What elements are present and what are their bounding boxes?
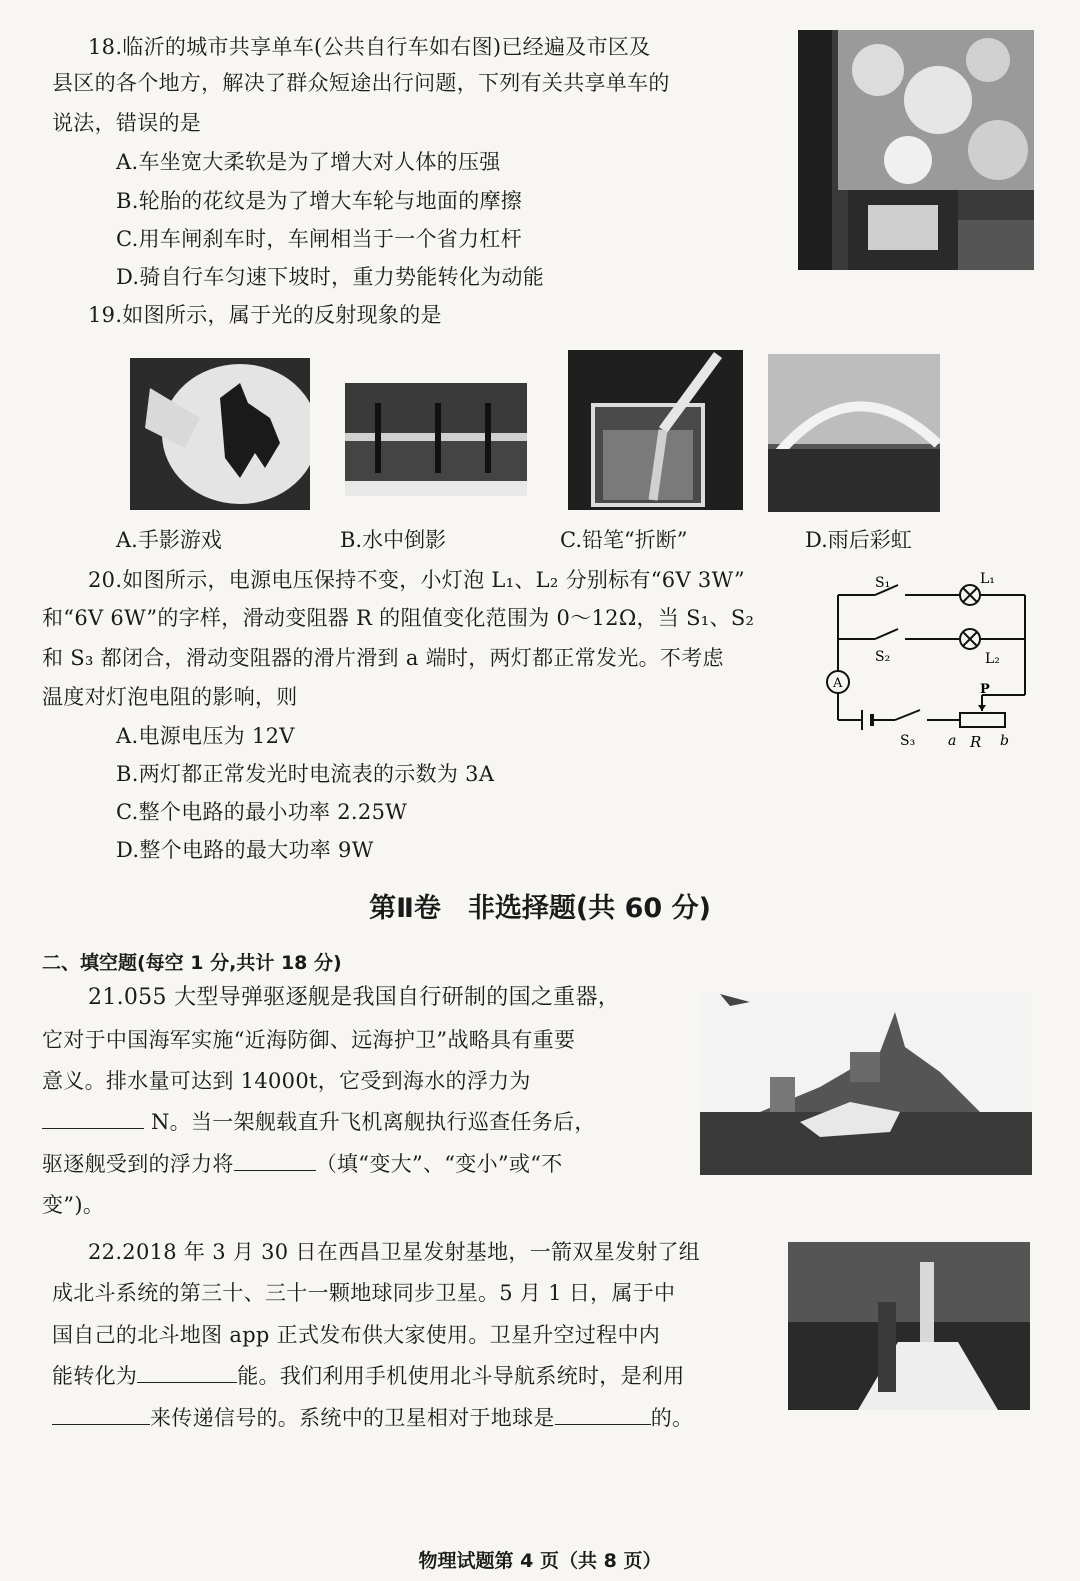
q22-line-5-mid: 来传递信号的。系统中的卫星相对于地球是 (150, 1406, 555, 1430)
q22-line-1: 22.2018 年 3 月 30 日在西昌卫星发射基地，一箭双星发射了组 (88, 1240, 701, 1264)
circuit-label-s1: S₁ (875, 575, 891, 591)
destroyer-photo (700, 992, 1032, 1175)
q22-line-5 (52, 1403, 693, 1433)
q21-line-4 (42, 1107, 596, 1137)
q21-line-5-before: 驱逐舰受到的浮力将 (42, 1152, 234, 1176)
q21-line-1: 21.055 大型导弹驱逐舰是我国自行研制的国之重器， (88, 985, 621, 1010)
pencil-in-water-photo (568, 350, 743, 510)
q22-line-5-end: 的。 (650, 1406, 694, 1430)
q18-option-c: C.用车闸刹车时，车闸相当于一个省力杠杆 (116, 227, 522, 251)
rocket-launch-photo (788, 1242, 1030, 1410)
q20-option-c: C.整个电路的最小功率 2.25W (116, 800, 408, 824)
q21-line-4-text: N。当一架舰载直升飞机离舰执行巡查任务后， (144, 1110, 596, 1134)
q19-caption-a: A.手影游戏 (116, 528, 222, 552)
q20-option-d: D.整个电路的最大功率 9W (116, 838, 374, 862)
q21-blank-1[interactable] (42, 1108, 144, 1129)
q22-line-4-before: 能转化为 (52, 1364, 138, 1388)
q21-blank-2[interactable] (234, 1150, 316, 1171)
circuit-label-a: a (948, 733, 957, 749)
q22-line-3: 国自己的北斗地图 app 正式发布供大家使用。卫星升空过程中内 (52, 1323, 661, 1347)
q20-line-1: 20.如图所示，电源电压保持不变，小灯泡 L₁、L₂ 分别标有“6V 3W” (88, 568, 745, 592)
circuit-label-s2: S₂ (875, 649, 891, 665)
q22-blank-3[interactable] (555, 1404, 651, 1425)
circuit-label-l1: L₁ (980, 571, 995, 587)
q20-option-a: A.电源电压为 12V (116, 724, 295, 748)
q21-line-5 (42, 1149, 563, 1179)
q21-line-3: 意义。排水量可达到 14000t，它受到海水的浮力为 (42, 1069, 531, 1093)
q19-caption-b: B.水中倒影 (340, 528, 447, 552)
circuit-diagram (820, 565, 1040, 760)
q22-line-2: 成北斗系统的第三十、三十一颗地球同步卫星。5 月 1 日，属于中 (52, 1281, 676, 1305)
q21-line-6: 变”)。 (42, 1193, 105, 1217)
q20-option-b: B.两灯都正常发光时电流表的示数为 3A (116, 762, 495, 786)
q20-line-4: 温度对灯泡电阻的影响，则 (42, 685, 298, 709)
part2-title: 第Ⅱ卷 非选择题(共 60 分) (369, 893, 711, 924)
q21-line-5-after: （填“变大”、“变小”或“不 (315, 1152, 563, 1176)
q19-caption-d: D.雨后彩虹 (805, 528, 912, 552)
q18-option-a: A.车坐宽大柔软是为了增大对人体的压强 (116, 150, 501, 174)
q22-blank-2[interactable] (52, 1404, 150, 1425)
shared-bike-photo (798, 30, 1034, 270)
q20-line-2: 和“6V 6W”的字样，滑动变阻器 R 的阻值变化范围为 0～12Ω，当 S₁、S₂ (42, 606, 755, 630)
circuit-label-b: b (1000, 733, 1009, 749)
q18-option-d: D.骑自行车匀速下坡时，重力势能转化为动能 (116, 265, 545, 289)
q18-option-b: B.轮胎的花纹是为了增大车轮与地面的摩擦 (116, 189, 523, 213)
q22-line-4 (52, 1361, 685, 1391)
q20-line-3: 和 S₃ 都闭合，滑动变阻器的滑片滑到 a 端时，两灯都正常发光。不考虑 (42, 646, 724, 670)
section2-title: 二、填空题(每空 1 分,共计 18 分) (42, 952, 342, 974)
circuit-label-l2: L₂ (985, 651, 1000, 667)
rainbow-photo (768, 354, 940, 512)
q21-line-2: 它对于中国海军实施“近海防御、远海护卫”战略具有重要 (42, 1028, 576, 1052)
q18-line-2: 县区的各个地方，解决了群众短途出行问题，下列有关共享单车的 (52, 71, 670, 95)
q22-line-4-after: 能。我们利用手机使用北斗导航系统时，是利用 (237, 1364, 685, 1388)
circuit-label-p: P (980, 682, 990, 697)
water-reflection-photo (345, 383, 527, 496)
page-footer: 物理试题第 4 页（共 8 页） (418, 1550, 662, 1572)
q19-stem: 19.如图所示，属于光的反射现象的是 (88, 303, 442, 327)
circuit-label-ammeter: A (833, 676, 843, 691)
q22-blank-1[interactable] (137, 1362, 237, 1383)
circuit-label-s3: S₃ (900, 733, 916, 749)
q19-caption-c: C.铅笔“折断” (560, 528, 688, 552)
q18-line-1: 18.临沂的城市共享单车(公共自行车如右图)已经遍及市区及 (88, 35, 651, 59)
q18-line-3: 说法，错误的是 (52, 111, 202, 135)
hand-shadow-photo (130, 358, 310, 510)
circuit-label-r: R (970, 733, 982, 751)
